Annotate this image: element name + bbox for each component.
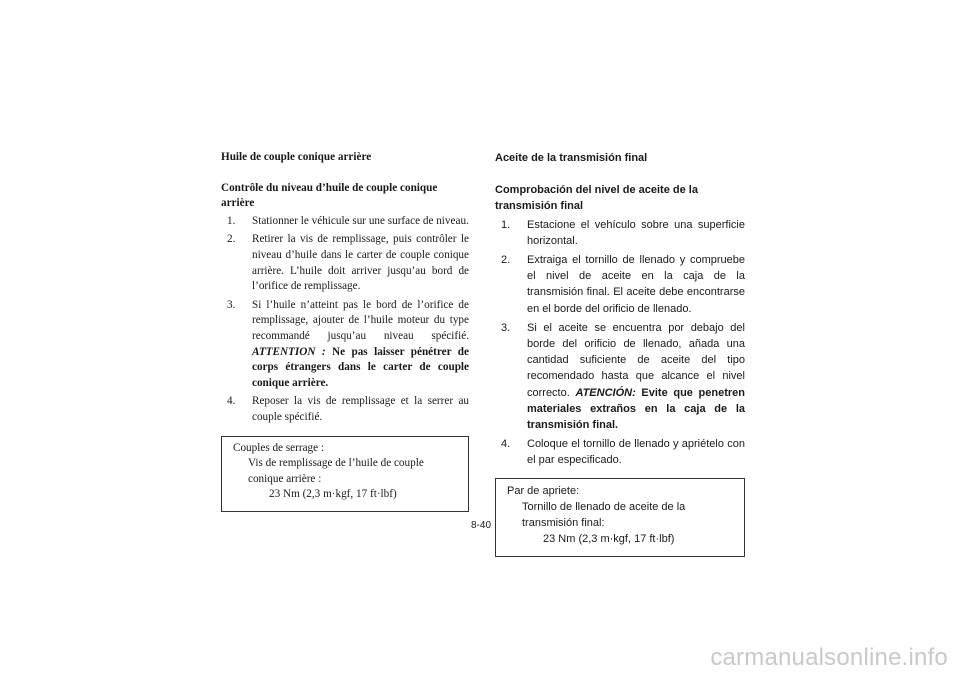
- fr-step-2: 2. Retirer la vis de remplissage, puis contrôler le niveau d’huile dans le carter de couple conique arrière. L’huile doit arriver jusqu’au bord de l’orifice de remplissage.: [227, 233, 469, 293]
- es-torque-spec-box: [495, 478, 745, 558]
- fr-spec-value: 23 Nm (2,3 m·kgf, 17 ft·lbf): [269, 488, 397, 501]
- es-step-2: 2. Extraiga el tornillo de llenado y compruebe el nivel de aceite en la caja de la transmisión final. El aceite debe encontrarse en el borde del orificio de llenado.: [501, 254, 745, 315]
- page-number: 8-40: [471, 520, 492, 531]
- es-spec-item: Tornillo de llenado de aceite de la transmisión final:: [522, 500, 686, 530]
- es-warning-label: ATENCIÓN:: [575, 386, 636, 399]
- es-spec-label: Par de apriete:: [507, 484, 580, 497]
- es-section-title: Aceite de la transmisión final: [495, 152, 648, 164]
- es-warning-text: Evite que penetren materiales extraños en la caja de la transmisión final.: [527, 386, 746, 432]
- french-column: [221, 150, 469, 512]
- fr-warning-text: Ne pas laisser pénétrer de corps étrangers dans le carter de couple conique arrière.: [252, 345, 469, 389]
- fr-spec-label: Couples de serrage :: [233, 441, 325, 454]
- watermark: carmanualsonline.info: [710, 644, 948, 671]
- es-step-3: 3. Si el aceite se encuentra por debajo del borde del orificio de llenado, añada una cantidad suficiente de aceite del tipo recomendado hasta que alcance el nivel correcto. ATENCIÓN: Evite que penetren materiales extraños en la caja de la transmisión final.: [501, 321, 746, 432]
- fr-step-4: 4. Reposer la vis de remplissage et la serrer au couple spécifié.: [227, 395, 469, 423]
- fr-section-title: Huile de couple conique arrière: [221, 151, 372, 163]
- fr-steps-list: [227, 214, 469, 426]
- fr-torque-spec-box: [221, 436, 469, 512]
- es-step-1: 1. Estacione el vehículo sobre una superficie horizontal.: [501, 218, 745, 247]
- es-subsection-title: Comprobación del nivel de aceite de la transmisión final: [495, 184, 698, 213]
- es-steps-list: [501, 217, 745, 469]
- fr-step-1: 1. Stationner le véhicule sur une surface de niveau.: [227, 214, 469, 227]
- fr-step-3: 3. Si l’huile n’atteint pas le bord de l’orifice de remplissage, ajouter de l’huile moteur du type recommandé jusqu’au niveau spécifié. ATTENTION : Ne pas laisser pénétrer de corps étrangers dans le carter de couple conique arrière.: [227, 298, 469, 389]
- fr-subsection-title: Contrôle du niveau d’huile de couple conique arrière: [221, 181, 438, 210]
- es-step-4: 4. Coloque el tornillo de llenado y apriételo con el par especificado.: [501, 438, 745, 467]
- spanish-column: [495, 150, 745, 557]
- es-spec-value: 23 Nm (2,3 m·kgf, 17 ft·lbf): [543, 533, 675, 546]
- fr-spec-item: Vis de remplissage de l’huile de couple conique arrière :: [248, 457, 424, 485]
- fr-warning-label: ATTENTION :: [252, 345, 326, 358]
